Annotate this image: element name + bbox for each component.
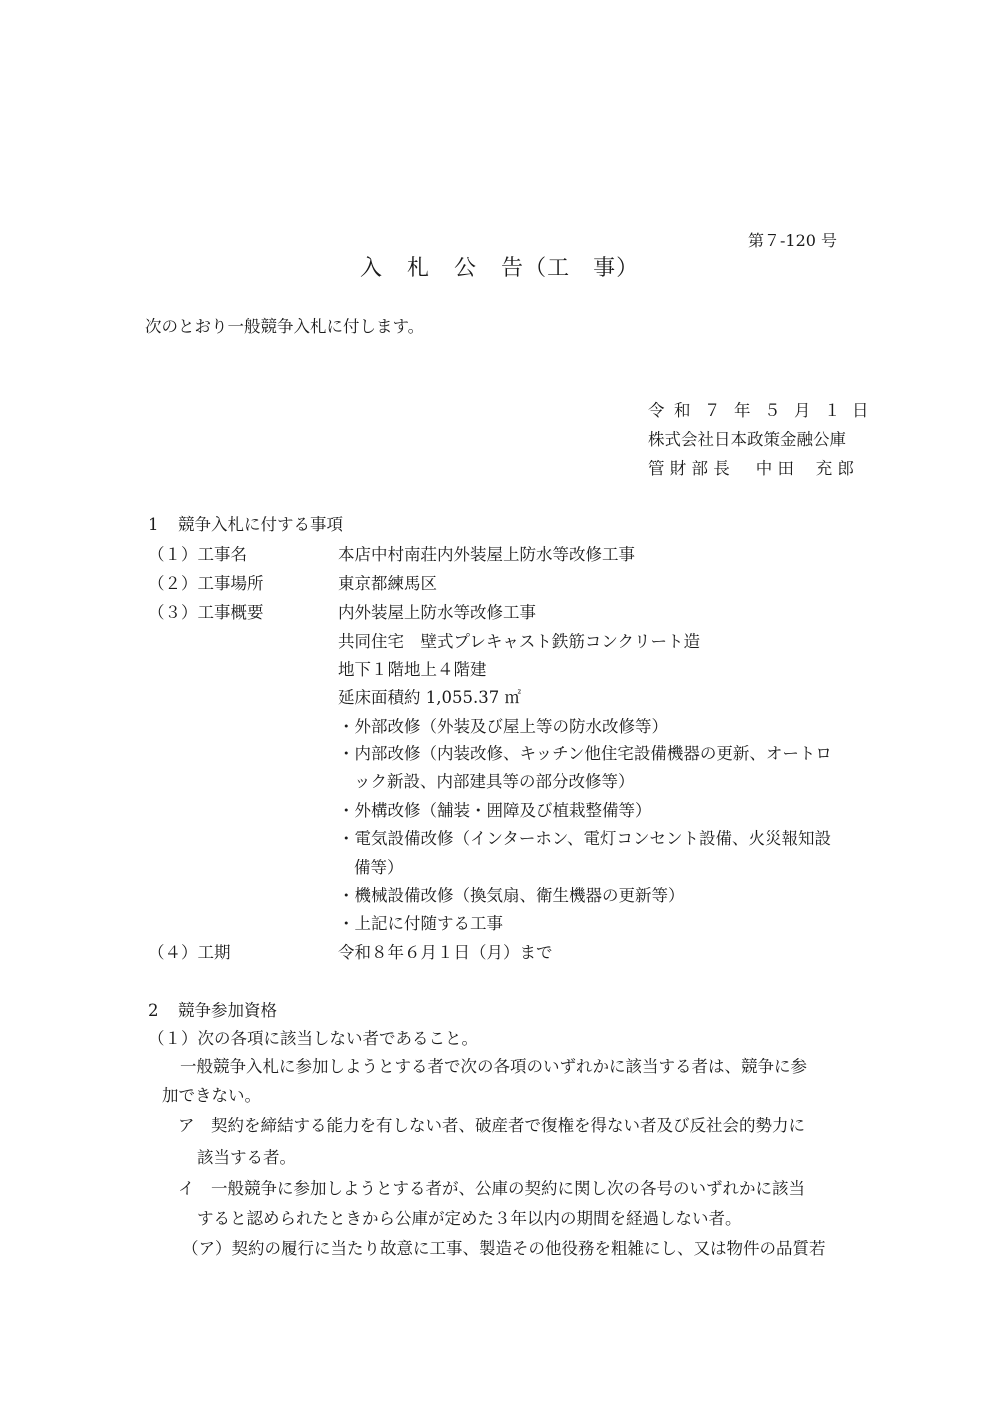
item-value-work-name: 本店中村南荘内外装屋上防水等改修工事 xyxy=(338,545,635,564)
clause-i-cont: すると認められたときから公庫が定めた３年以内の期間を経過しない者。 xyxy=(197,1209,742,1228)
official-signature xyxy=(648,461,854,478)
overview-line: 共同住宅 壁式プレキャスト鉄筋コンクリート造 xyxy=(338,632,701,651)
overview-line: 備等） xyxy=(354,858,404,877)
overview-line: 延床面積約 1,055.37 ㎡ xyxy=(338,688,521,707)
official-name: 中 田 充 郎 xyxy=(755,459,854,478)
overview-line: 地下１階地上４階建 xyxy=(338,660,487,679)
document-number: 第７-120 号 xyxy=(748,231,838,250)
intro-text: 次のとおり一般競争入札に付します。 xyxy=(145,317,425,336)
section-title: 競争参加資格 xyxy=(178,1001,277,1020)
item-label-work-name: （１）工事名 xyxy=(148,545,247,564)
overview-line: ・外部改修（外装及び屋上等の防水改修等） xyxy=(338,717,668,736)
item-value-location: 東京都練馬区 xyxy=(338,574,437,593)
section-title: 競争入札に付する事項 xyxy=(178,515,343,534)
qualification-item-1: （１）次の各項に該当しない者であること。 xyxy=(148,1029,478,1048)
date-char: 和 xyxy=(674,401,691,420)
title-char: 公 xyxy=(454,256,478,281)
issue-date xyxy=(648,403,869,420)
title-char: 告 xyxy=(501,256,525,281)
overview-line: ・内部改修（内装改修、キッチン他住宅設備機器の更新、オートロ xyxy=(338,744,832,763)
overview-line: ・電気設備改修（インターホン、電灯コンセント設備、火災報知設 xyxy=(338,829,832,848)
date-char: ７ xyxy=(704,401,721,420)
clause-a: ア 契約を締結する能力を有しない者、破産者で復権を得ない者及び反社会的勢力に xyxy=(178,1116,805,1135)
qualification-paragraph: 一般競争入札に参加しようとする者で次の各項のいずれかに該当する者は、競争に参 xyxy=(180,1057,807,1076)
item-value-overview: 内外装屋上防水等改修工事 xyxy=(338,603,536,622)
date-char: １ xyxy=(824,401,841,420)
section-2-heading xyxy=(148,1003,277,1020)
section-number: 1 xyxy=(148,515,159,534)
organization-name: 株式会社日本政策金融公庫 xyxy=(648,430,846,449)
overview-line: ・上記に付随する工事 xyxy=(338,914,503,933)
overview-line: ・機械設備改修（換気扇、衛生機器の更新等） xyxy=(338,886,685,905)
clause-i: イ 一般競争に参加しようとする者が、公庫の契約に関し次の各号のいずれかに該当 xyxy=(178,1179,805,1198)
title-char: 入 xyxy=(360,256,384,281)
date-char: 年 xyxy=(734,401,751,420)
section-1-heading xyxy=(148,517,343,534)
date-char: 令 xyxy=(648,401,665,420)
item-label-overview: （３）工事概要 xyxy=(148,603,264,622)
date-char: 月 xyxy=(794,401,811,420)
section-number: 2 xyxy=(148,1001,159,1020)
overview-line: ・外構改修（舗装・囲障及び植栽整備等） xyxy=(338,801,652,820)
title-char: 札 xyxy=(407,256,431,281)
item-label-period: （４）工期 xyxy=(148,943,231,962)
page-title xyxy=(360,258,639,280)
date-char: 日 xyxy=(852,401,869,420)
title-suffix: （工 事） xyxy=(524,256,640,281)
sub-clause-a: （ア）契約の履行に当たり故意に工事、製造その他役務を粗雑にし、又は物件の品質若 xyxy=(182,1239,826,1258)
date-char: ５ xyxy=(764,401,781,420)
item-label-location: （２）工事場所 xyxy=(148,574,264,593)
clause-a-cont: 該当する者。 xyxy=(197,1148,296,1167)
qualification-paragraph: 加できない。 xyxy=(162,1086,261,1105)
item-value-period: 令和８年６月１日（月）まで xyxy=(338,943,553,962)
official-position: 管 財 部 長 xyxy=(648,459,730,478)
overview-line: ック新設、内部建具等の部分改修等） xyxy=(354,772,635,791)
